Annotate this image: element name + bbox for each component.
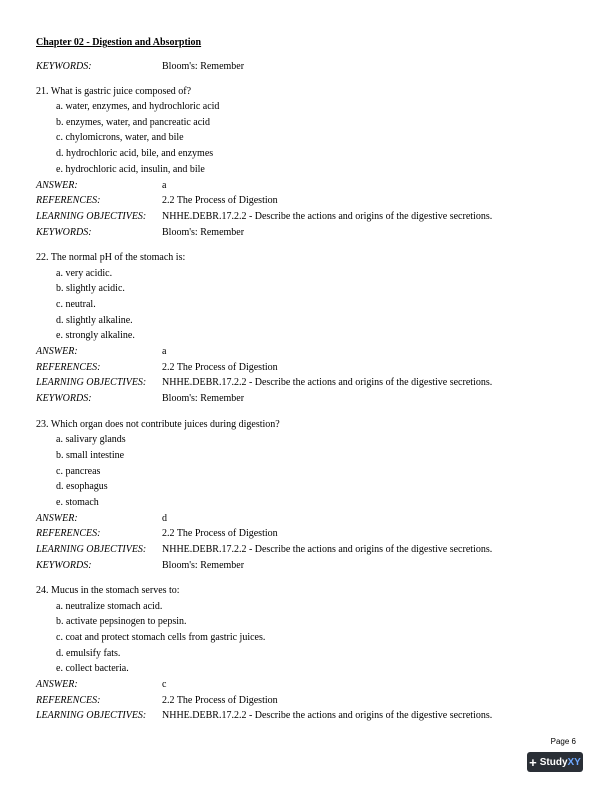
option: c. chylomicrons, water, and bile — [56, 132, 184, 143]
references-value: 2.2 The Process of Digestion — [162, 195, 278, 206]
answer-label: ANSWER: — [36, 679, 78, 690]
keywords-label: KEYWORDS: — [36, 560, 92, 571]
option: a. neutralize stomach acid. — [56, 601, 163, 612]
option: c. pancreas — [56, 466, 101, 477]
learning-objectives-value: NHHE.DEBR.17.2.2 - Describe the actions and origins of the digestive secretions. — [162, 710, 493, 721]
option: e. stomach — [56, 497, 99, 508]
answer-label: ANSWER: — [36, 346, 78, 357]
references-label: REFERENCES: — [36, 695, 101, 706]
keywords-label: KEYWORDS: — [36, 61, 92, 72]
option: d. esophagus — [56, 481, 108, 492]
logo-text-accent: XY — [567, 756, 581, 768]
option: a. water, enzymes, and hydrochloric acid — [56, 101, 220, 112]
option: c. coat and protect stomach cells from gastric juices. — [56, 632, 266, 643]
learning-objectives-value: NHHE.DEBR.17.2.2 - Describe the actions and origins of the digestive secretions. — [162, 544, 493, 555]
keywords-label: KEYWORDS: — [36, 227, 92, 238]
keywords-value: Bloom's: Remember — [162, 560, 245, 571]
references-value: 2.2 The Process of Digestion — [162, 362, 278, 373]
learning-objectives-value: NHHE.DEBR.17.2.2 - Describe the actions and origins of the digestive secretions. — [162, 211, 493, 222]
option: b. small intestine — [56, 450, 125, 461]
keywords-label: KEYWORDS: — [36, 393, 92, 404]
references-label: REFERENCES: — [36, 362, 101, 373]
option: d. slightly alkaline. — [56, 315, 133, 326]
logo-text-main: Study — [539, 756, 568, 768]
option: e. strongly alkaline. — [56, 330, 135, 341]
chapter-title: Chapter 02 - Digestion and Absorption — [36, 37, 202, 48]
keywords-value: Bloom's: Remember — [162, 61, 245, 72]
option: e. hydrochloric acid, insulin, and bile — [56, 164, 205, 175]
page-number: Page 6 — [550, 737, 576, 746]
answer-value: d — [162, 513, 167, 524]
question-stem: 23. Which organ does not contribute juices during digestion? — [36, 419, 280, 430]
answer-value: a — [162, 180, 167, 191]
references-label: REFERENCES: — [36, 528, 101, 539]
references-label: REFERENCES: — [36, 195, 101, 206]
question-stem: 24. Mucus in the stomach serves to: — [36, 585, 180, 596]
option: b. activate pepsinogen to pepsin. — [56, 616, 187, 627]
answer-value: c — [162, 679, 167, 690]
learning-objectives-label: LEARNING OBJECTIVES: — [36, 710, 147, 721]
option: c. neutral. — [56, 299, 96, 310]
question-stem: 22. The normal pH of the stomach is: — [36, 252, 186, 263]
option: b. slightly acidic. — [56, 283, 125, 294]
answer-value: a — [162, 346, 167, 357]
option: e. collect bacteria. — [56, 663, 129, 674]
plus-icon: + — [529, 754, 537, 770]
learning-objectives-label: LEARNING OBJECTIVES: — [36, 377, 147, 388]
option: d. hydrochloric acid, bile, and enzymes — [56, 148, 214, 159]
learning-objectives-value: NHHE.DEBR.17.2.2 - Describe the actions and origins of the digestive secretions. — [162, 377, 493, 388]
option: a. very acidic. — [56, 268, 113, 279]
answer-label: ANSWER: — [36, 180, 78, 191]
references-value: 2.2 The Process of Digestion — [162, 695, 278, 706]
studyxy-logo[interactable] — [527, 752, 583, 772]
option: a. salivary glands — [56, 434, 126, 445]
keywords-value: Bloom's: Remember — [162, 227, 245, 238]
learning-objectives-label: LEARNING OBJECTIVES: — [36, 211, 147, 222]
learning-objectives-label: LEARNING OBJECTIVES: — [36, 544, 147, 555]
keywords-value: Bloom's: Remember — [162, 393, 245, 404]
answer-label: ANSWER: — [36, 513, 78, 524]
question-stem: 21. What is gastric juice composed of? — [36, 86, 192, 97]
references-value: 2.2 The Process of Digestion — [162, 528, 278, 539]
option: d. emulsify fats. — [56, 648, 121, 659]
option: b. enzymes, water, and pancreatic acid — [56, 117, 210, 128]
